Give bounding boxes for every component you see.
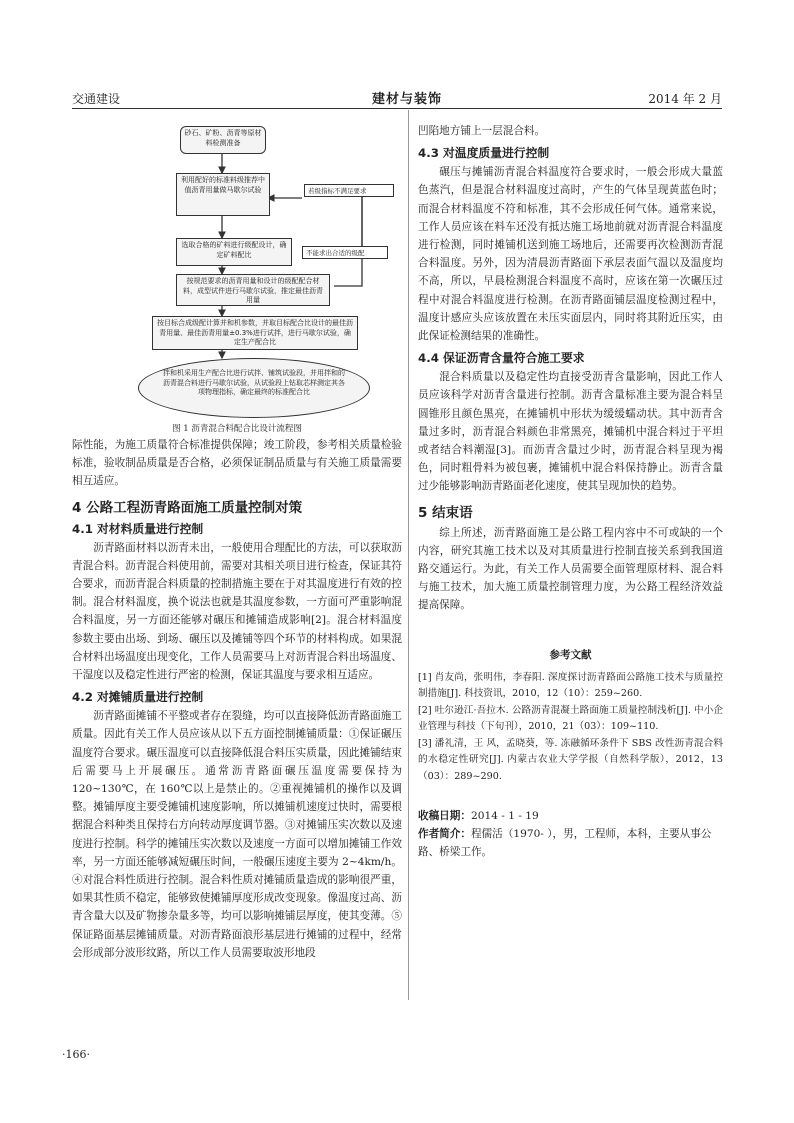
author-label: 作者简介： (418, 828, 471, 841)
journal-section: 交通建设 (72, 92, 121, 106)
reference-item: [1] 肖友尚，张明伟，李春阳. 深度探讨沥青路面公路施工技术与质量控制措施[J]. 科技资讯，2010，12（10）：259~260. (418, 671, 723, 700)
issue-date: 2014 年 2 月 (648, 92, 722, 106)
section-5-heading: 5 结束语 (418, 504, 473, 521)
reference-item: [3] 潘礼清，王 风，孟晓葵，等. 冻融循环条件下 SBS 改性沥青混合料的水稳定性研究[J]. 内蒙古农业大学学报（自然科学版），2012，13（03）：289~290. (418, 737, 723, 782)
flow-step-production-mix: 按目标合成级配计算并和机参数，并取目标配合比设计的最佳沥青用量、最佳沥青用量±0.3%进行试拌，进行马歇尔试验，确定生产配合比 (152, 316, 358, 350)
flow-step-trial-mix: 利用配好的标准料级推荐中值沥青用量做马歇尔试验 (176, 173, 270, 216)
header-rule (72, 108, 722, 109)
left-column (72, 118, 402, 962)
running-header (72, 88, 722, 108)
reference-item: [2] 吐尔逊江·吾拉木. 公路沥青混凝土路面施工质量控制浅析[J]. 中小企业管理与科技（下旬刊），2010，21（03）：109~110. (418, 704, 723, 733)
journal-title: 建材与装饰 (372, 92, 443, 107)
paragraph-continued: 凹陷地方铺上一层混合料。 (418, 125, 546, 137)
received-date (418, 807, 723, 825)
author-bio (418, 825, 723, 861)
flowchart-figure (72, 118, 402, 436)
flow-step-gradation: 选取合格的矿料进行级配设计，确定矿料配比 (176, 238, 292, 266)
author-value: 程儒活（1970- ），男，工程师，本科，主要从事公路、桥梁工作。 (418, 828, 712, 859)
paragraph-intro: 际性能，为施工质量符合标准提供保障；竣工阶段，参考相关质量检验标准，验收制品质量是否合格，必须保证制品质量与有关施工质量需要相互适应。 (72, 439, 402, 488)
section-4-3-heading: 4.3 对温度质量进行控制 (418, 146, 550, 161)
section-4-4-heading: 4.4 保证沥青含量符合施工要求 (418, 351, 585, 366)
flow-step-optimal-binder: 按规范要求的沥青用量和设计的级配配合材料，成型试件进行马歇尔试验，推定最佳沥青用量 (176, 274, 330, 306)
paragraph-5: 综上所述，沥青路面施工是公路工程内容中不可或缺的一个内容，研究其施工技术以及对其质量进行控制直接关系到我国道路交通运行。为此，有关工作人员需要全面管理原材料、混合料与施工技术，加大施工质量控制管理力度，为公路工程经济效益提高保障。 (418, 526, 723, 612)
flow-step-materials: 砂石、矿粉、沥青等原材料检测准备 (180, 126, 266, 154)
section-4-2-heading: 4.2 对摊铺质量进行控制 (72, 690, 204, 705)
flow-note-gradation: 不能求出合适的级配 (302, 246, 388, 259)
flow-step-final-mix: 拌和机采用生产配合比进行试拌、铺筑试验段，并用拌和的沥青混合料进行马歇尔试验，从试验段上钻取芯样测定其各项物理指标，确定最终的标准配合比 (138, 358, 370, 418)
paragraph-4-3: 碾压与摊铺沥青混合料温度符合要求时，一般会形成大量蓝色蒸汽，但是混合材料温度过高时，产生的气体呈现黄蓝色时；而混合材料温度不符和标准，其不会形成任何气体。通常来说，工作人员应该在料车还没有抵达施工场地前就对沥青混合料温度进行检测，同时摊铺机送到施工场地后，还需要再次检测沥青混合料温度。另外，因为清晨沥青路面下承层表面气温以及温度均不高，所以，早晨检测混合料温度不高时，应该在第一次碾压过程中对混合料温度进行检测。在沥青路面铺层温度检测过程中，温度计感应头应该放置在未压实面层内，同时将其附近压实，由此保证检测结果的准确性。 (418, 166, 723, 343)
page-number: ·166· (62, 1048, 90, 1061)
paragraph-4-1: 沥青路面材料以沥青未出，一般使用合理配比的方法，可以获取沥青混合料。沥青混合料使用前，需要对其相关项目进行检查，保证其符合要求，而沥青混合料质量的控制措施主要在于对其温度进行有效的控制。混合材料温度，换个说法也就是其温度参数，一方面可严重影响混合料温度，另一方面还能够对碾压和摊铺造成影响[2]。混合材料温度参数主要由出场、到场、碾压以及摊铺等四个环节的材料构成。如果混合材料出场温度出现变化，工作人员需要马上对沥青混合料出场温度、干湿度以及稳定性进行严密的检测，保证其温度与要求相互适应。 (72, 541, 402, 682)
right-column (418, 122, 723, 861)
received-label: 收稿日期： (418, 810, 471, 823)
references-heading: 参考文献 (549, 648, 592, 661)
paragraph-4-4: 混合料质量以及稳定性均直接受沥青含量影响，因此工作人员应该科学对沥青含量进行控制。沥青含量标准主要为混合料呈圆锥形且颜色黑亮，在摊铺机中形状为缓缓蠕动状。其中沥青含量过多时，沥青混合料颜色非常黑亮，摊铺机中混合料过于平坦或者结合料潮湿[3]。而沥青含量过少时，沥青混合料呈现为褐色，同时粗骨料为被包裹，摊铺机中混合料保持静止。沥青含量过少能够影响沥青路面老化速度，使其呈现加快的趋势。 (418, 371, 723, 493)
paragraph-4-2: 沥青路面摊铺不平整或者存在裂缝，均可以直接降低沥青路面施工质量。因此有关工作人员应该从以下五方面控制摊铺质量：①保证碾压温度符合要求。碾压温度可以直接降低混合料压实质量，因此摊铺结束后需要马上开展碾压。通常沥青路面碾压温度需要保持为 120~130℃，在 160℃以上是禁止的。②重视摊铺机的操作以及调整。摊铺厚度主要受摊铺机速度影响，所以摊铺机速度过快时，需要根据混合料种类且保持右方向转动厚度调节器。③对摊铺压实次数以及速度进行控制。科学的摊铺压实次数以及速度一方面可以增加摊铺工作效率，另一方面还能够减短碾压时间，一般碾压速度主要为 2~4km/h。④对混合料性质进行控制。混合料性质对摊铺质量造成的影响很严重，如果其性质不稳定，能够致使摊铺厚度形成改变现象。像温度过高、沥青含量大以及矿物掺杂量多等，均可以影响摊铺层厚度，使其变薄。⑤保证路面基层摊铺质量。对沥青路面浪形基层进行摊铺的过程中，经常会形成部分波形纹路，所以工作人员需要取波形地段 (72, 710, 402, 959)
received-value: 2014 - 1 - 19 (470, 810, 539, 823)
figure-caption: 图 1 沥青混合料配合比设计流程图 (172, 424, 302, 434)
section-4-heading: 4 公路工程沥青路面施工质量控制对策 (72, 499, 303, 516)
section-4-1-heading: 4.1 对材料质量进行控制 (72, 521, 204, 536)
column-divider (408, 110, 409, 1000)
flow-note-indicator: 若级指标不满足要求 (304, 184, 394, 197)
